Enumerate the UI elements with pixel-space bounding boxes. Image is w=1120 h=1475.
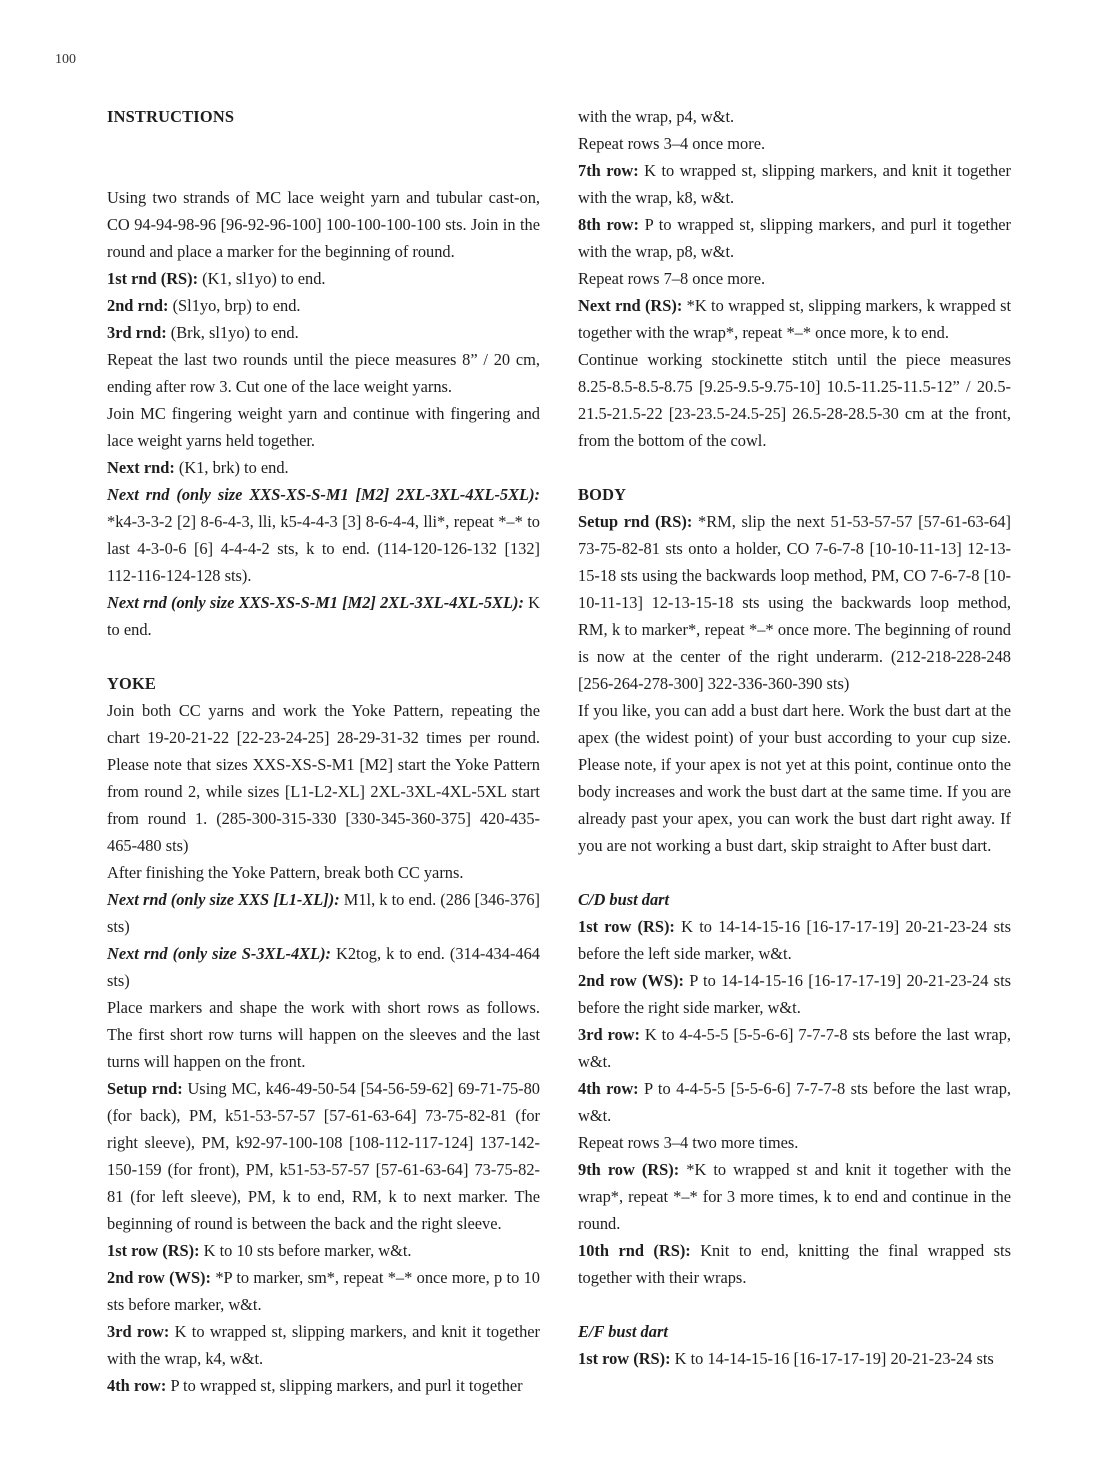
instruction-text: (Brk, sl1yo) to end. <box>166 323 299 342</box>
instruction-text: P to wrapped st, slipping markers, and purl it together <box>166 1376 523 1395</box>
body-heading: BODY <box>578 485 627 504</box>
instruction-label: 2nd rnd: <box>107 296 169 315</box>
instruction-label: Next rnd (only size S-3XL-4XL): <box>107 944 332 963</box>
instruction-row2 <box>107 1264 540 1318</box>
instruction-label: 2nd row (WS): <box>578 971 684 990</box>
spacer <box>578 454 1011 481</box>
cd-bust-dart-heading: C/D bust dart <box>578 890 670 909</box>
instruction-next4 <box>107 886 540 940</box>
instruction-text: (K1, sl1yo) to end. <box>198 269 326 288</box>
instruction-text: K to wrapped st, slipping markers, and knit it together with the wrap, k4, w&t. <box>107 1322 540 1368</box>
page-number: 100 <box>55 52 76 67</box>
instruction-label: 4th row: <box>578 1079 639 1098</box>
right-column <box>578 103 1011 1372</box>
instruction-text: K to 4-4-5-5 [5-5-6-6] 7-7-7-8 sts before the last wrap, w&t. <box>578 1025 1011 1071</box>
instruction-label: 7th row: <box>578 161 639 180</box>
instruction-rnd1 <box>107 265 540 292</box>
instruction-row1 <box>107 1237 540 1264</box>
repeat-rows-7-8: Repeat rows 7–8 once more. <box>578 269 766 288</box>
markers-paragraph: Place markers and shape the work with short rows as follows. The first short row turns will happen on the sleeves and the last turns will happen on the front. <box>107 998 540 1071</box>
instruction-row7 <box>578 157 1011 211</box>
instruction-label: 3rd row: <box>578 1025 640 1044</box>
instruction-cd3 <box>578 1021 1011 1075</box>
cd-repeat: Repeat rows 3–4 two more times. <box>578 1133 799 1152</box>
instruction-next2 <box>107 481 540 589</box>
instruction-next1 <box>107 454 540 481</box>
instruction-label: 1st row (RS): <box>578 1349 671 1368</box>
after-yoke-paragraph: After finishing the Yoke Pattern, break both CC yarns. <box>107 863 464 882</box>
repeat-paragraph: Repeat the last two rounds until the piece measures 8” / 20 cm, ending after row 3. Cut one of the lace weight yarns. <box>107 350 540 396</box>
instruction-text: *RM, slip the next 51-53-57-57 [57-61-63-64] 73-75-82-81 sts onto a holder, CO 7-6-7-8 [10-10-11-13] 12-13-15-18 sts using the backwards loop method, PM, CO 7-6-7-8 [10-10-11-13] 12-13-15-18 sts using the backwards loop method, RM, k to marker*, repeat *–* once more. The beginning of round is now at the center of the right underarm. (212-218-228-248 [256-264-278-300] 322-336-360-390 sts) <box>578 512 1011 693</box>
instruction-text: P to wrapped st, slipping markers, and purl it together with the wrap, p8, w&t. <box>578 215 1011 261</box>
instruction-label: Next rnd: <box>107 458 175 477</box>
instruction-label: 8th row: <box>578 215 639 234</box>
bust-paragraph: If you like, you can add a bust dart here. Work the bust dart at the apex (the widest point) of your bust according to your cup size. Please note, if your apex is not yet at this point, continue onto the body increases and work the bust dart at the same time. If you are already past your apex, you can work the bust dart right away. If you are not working a bust dart, skip straight to After bust dart. <box>578 701 1011 855</box>
instruction-cd4 <box>578 1075 1011 1129</box>
join-paragraph: Join MC fingering weight yarn and continue with fingering and lace weight yarns held together. <box>107 404 540 450</box>
instruction-text: *P to marker, sm*, repeat *–* once more, p to 10 sts before marker, w&t. <box>107 1268 541 1314</box>
instruction-text: (Sl1yo, brp) to end. <box>168 296 301 315</box>
instructions-heading: INSTRUCTIONS <box>107 107 235 126</box>
instruction-text: K to 10 sts before marker, w&t. <box>199 1241 412 1260</box>
instruction-label: 2nd row (WS): <box>107 1268 211 1287</box>
instruction-row4 <box>107 1372 540 1399</box>
instruction-label: 1st rnd (RS): <box>107 269 199 288</box>
instruction-label: 3rd rnd: <box>107 323 167 342</box>
instruction-text: Knit to end, knitting the final wrapped sts together with their wraps. <box>578 1241 1011 1287</box>
instruction-cd9 <box>578 1156 1011 1237</box>
instruction-text: Using MC, k46-49-50-54 [54-56-59-62] 69-71-75-80 (for back), PM, k51-53-57-57 [57-61-63-64] 73-75-82-81 (for right sleeve), PM, k92-97-100-108 [108-112-117-124] 137-142-150-159 (for front), PM, k51-53-57-57 [57-61-63-64] 73-75-82-81 (for left sleeve), PM, k to end, RM, k to next marker. The beginning of round is between the back and the right sleeve. <box>107 1079 540 1233</box>
instruction-next5 <box>107 940 540 994</box>
instruction-text: *K to wrapped st, slipping markers, k wrapped st together with the wrap*, repeat *–* once more, k to end. <box>578 296 1012 342</box>
instruction-text: P to 4-4-5-5 [5-5-6-6] 7-7-7-8 sts before the last wrap, w&t. <box>578 1079 1011 1125</box>
instruction-text: M1l, k to end. (286 [346-376] sts) <box>107 890 540 936</box>
intro-paragraph: Using two strands of MC lace weight yarn and tubular cast-on, CO 94-94-98-96 [96-92-96-100] 100-100-100-100 sts. Join in the round and place a marker for the beginning of round. <box>107 188 540 261</box>
instruction-label: Next rnd (only size XXS [L1-XL]): <box>107 890 340 909</box>
continue-paragraph: Continue working stockinette stitch until the piece measures 8.25-8.5-8.5-8.75 [9.25-9.5-9.75-10] 10.5-11.25-11.5-12” / 20.5-21.5-21.5-22 [23-23.5-24.5-25] 26.5-28-28.5-30 cm at the front, from the bottom of the cowl. <box>578 350 1011 450</box>
instruction-text: (K1, brk) to end. <box>174 458 289 477</box>
instruction-text: K to wrapped st, slipping markers, and knit it together with the wrap, k8, w&t. <box>578 161 1011 207</box>
instruction-rnd2 <box>107 292 540 319</box>
ef-bust-dart-heading: E/F bust dart <box>578 1322 668 1341</box>
instruction-body-setup <box>578 508 1011 697</box>
instruction-next-rs <box>578 292 1011 346</box>
instruction-label: 3rd row: <box>107 1322 170 1341</box>
spacer <box>107 643 540 670</box>
instruction-cd2 <box>578 967 1011 1021</box>
left-column <box>107 103 540 1399</box>
instruction-next3 <box>107 589 540 643</box>
instruction-text: *K to wrapped st and knit it together with the wrap*, repeat *–* for 3 more times, k to end and continue in the round. <box>578 1160 1011 1233</box>
instruction-setup <box>107 1075 540 1237</box>
instruction-text: K2tog, k to end. (314-434-464 sts) <box>107 944 540 990</box>
instruction-label: 1st row (RS): <box>578 917 675 936</box>
instruction-label: Setup rnd (RS): <box>578 512 693 531</box>
instruction-label: Next rnd (only size XXS-XS-S-M1 [M2] 2XL-3XL-4XL-5XL): <box>107 593 524 612</box>
instruction-text: K to end. <box>107 593 540 639</box>
instruction-text: P to 14-14-15-16 [16-17-17-19] 20-21-23-24 sts before the right side marker, w&t. <box>578 971 1011 1017</box>
yoke-paragraph: Join both CC yarns and work the Yoke Pattern, repeating the chart 19-20-21-22 [22-23-24-25] 28-29-31-32 times per round. Please note that sizes XXS-XS-S-M1 [M2] start the Yoke Pattern from round 2, while sizes [L1-L2-XL] 2XL-3XL-4XL-5XL start from round 1. (285-300-315-330 [330-345-360-375] 420-435-465-480 sts) <box>107 701 540 855</box>
spacer <box>578 859 1011 886</box>
instruction-label: Next rnd (RS): <box>578 296 683 315</box>
repeat-rows-3-4: Repeat rows 3–4 once more. <box>578 134 766 153</box>
instruction-rnd3 <box>107 319 540 346</box>
instruction-row3 <box>107 1318 540 1372</box>
instruction-label: 10th rnd (RS): <box>578 1241 691 1260</box>
instruction-row8 <box>578 211 1011 265</box>
instruction-text: K to 14-14-15-16 [16-17-17-19] 20-21-23-24 sts before the left side marker, w&t. <box>578 917 1011 963</box>
instruction-cd1 <box>578 913 1011 967</box>
instruction-label: Next rnd (only size XXS-XS-S-M1 [M2] 2XL-3XL-4XL-5XL): <box>107 485 540 504</box>
instruction-text: *k4-3-3-2 [2] 8-6-4-3, lli, k5-4-4-3 [3] 8-6-4-4, lli*, repeat *–* to last 4-3-0-6 [6] 4-4-4-2 sts, k to end. (114-120-126-132 [132] 112-116-124-128 sts). <box>107 512 540 585</box>
instruction-label: 1st row (RS): <box>107 1241 200 1260</box>
spacer <box>107 130 540 157</box>
instruction-ef1 <box>578 1345 1011 1372</box>
yoke-heading: YOKE <box>107 674 157 693</box>
spacer <box>107 157 540 184</box>
instruction-label: Setup rnd: <box>107 1079 183 1098</box>
instruction-cd10 <box>578 1237 1011 1291</box>
instruction-label: 9th row (RS): <box>578 1160 680 1179</box>
continuation-text: with the wrap, p4, w&t. <box>578 107 735 126</box>
instruction-label: 4th row: <box>107 1376 167 1395</box>
instruction-text: K to 14-14-15-16 [16-17-17-19] 20-21-23-24 sts <box>670 1349 994 1368</box>
spacer <box>578 1291 1011 1318</box>
